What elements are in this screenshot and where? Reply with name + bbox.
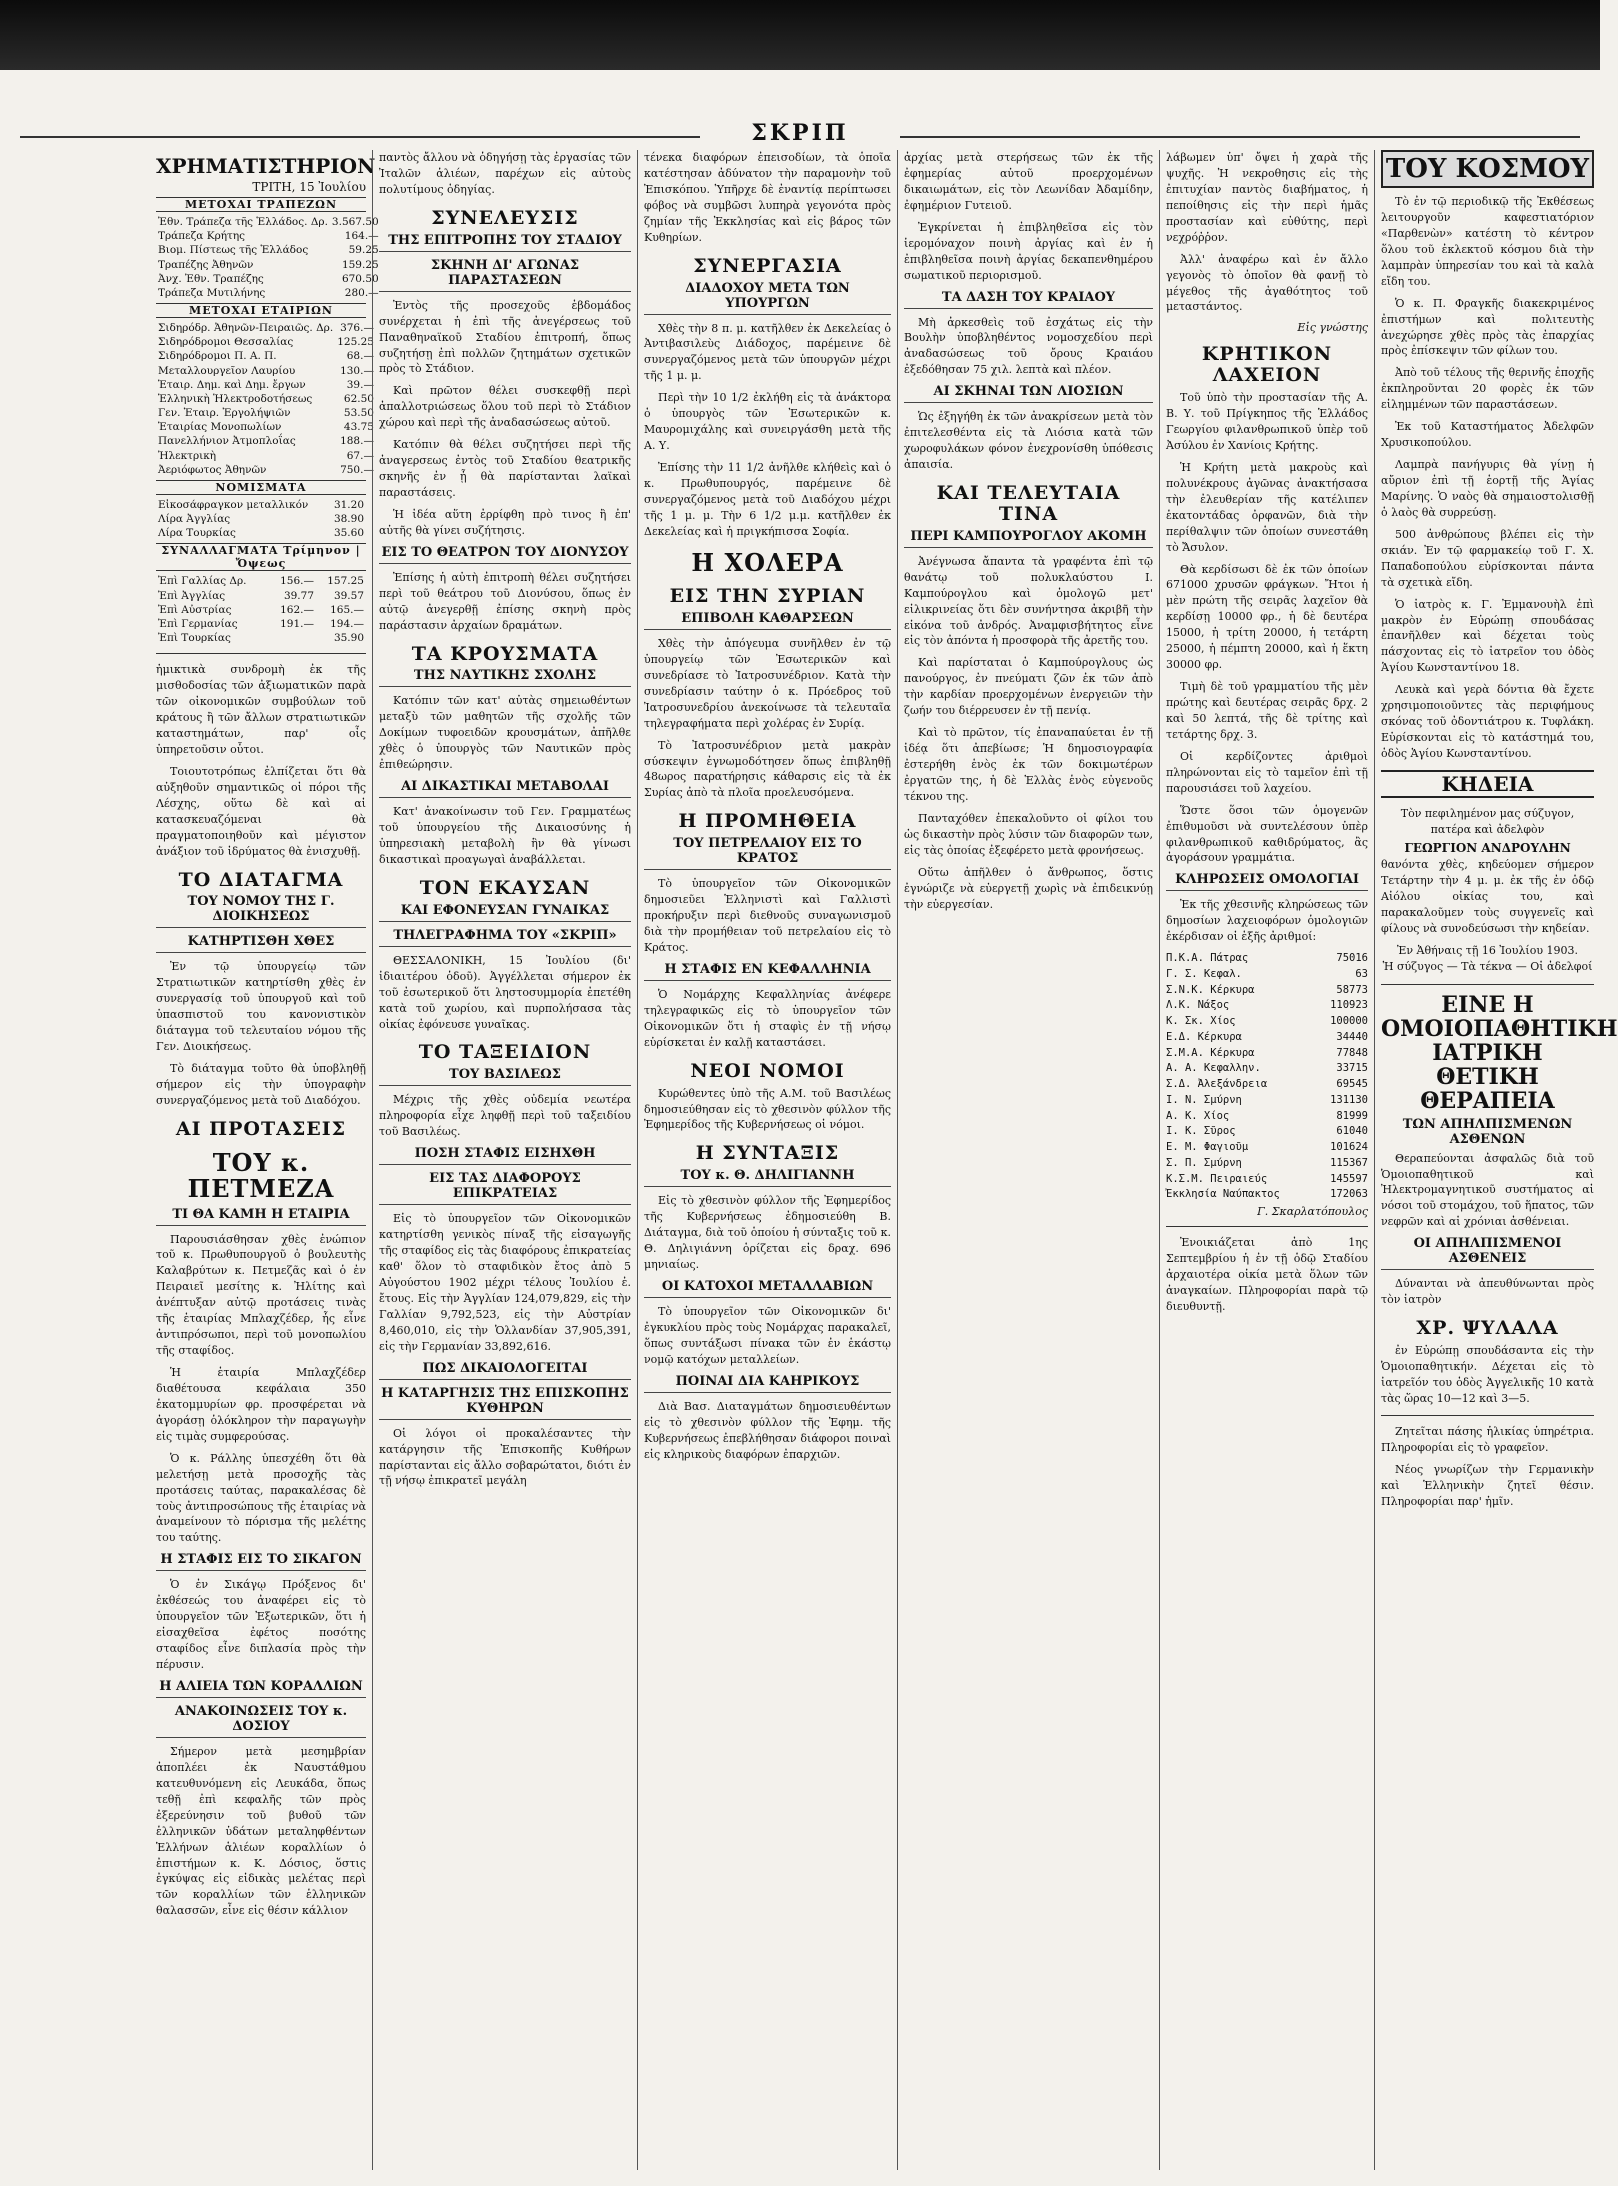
article-headline: ΚΑΙ ΤΕΛΕΥΤΑΙΑ ΤΙΝΑ bbox=[936, 482, 1121, 525]
article-text: Ἐκ τῆς χθεσινῆς κληρώσεως τῶν δημοσίων λαχειοφόρων ὁμολογιῶν ἐκέρδισαν οἱ ἑξῆς ἀριθμοί: bbox=[1166, 898, 1368, 944]
article-subhead: ΑΝΑΚΟΙΝΩΣΕΙΣ ΤΟΥ κ. ΔΟΣΙΟΥ bbox=[156, 1704, 366, 1738]
lottery-holder: Γ. Σ. Κεφαλ. bbox=[1166, 967, 1242, 980]
article-text: Καὶ πρῶτον θέλει συσκεφθῇ περὶ ἀπαλλοτριώσεως ὅλου τοῦ περὶ τὸ Στάδιον χώρου καὶ περὶ τῆς ἀναδασώσεως αὐτοῦ. bbox=[379, 384, 631, 430]
article-text: Οἱ κερδίζοντες ἀριθμοὶ πληρώνονται εἰς τὸ ταμεῖον ἐπὶ τῇ παρουσιάσει τοῦ λαχείου. bbox=[1166, 749, 1368, 795]
article-subhead: ΤΟΥ ΒΑΣΙΛΕΩΣ bbox=[379, 1067, 631, 1086]
lottery-number: 100000 bbox=[1330, 1015, 1368, 1028]
divider bbox=[1381, 1415, 1594, 1416]
lottery-row bbox=[1166, 1109, 1368, 1125]
divider bbox=[1381, 984, 1594, 985]
lottery-holder: Σ.Μ.Α. Κέρκυρα bbox=[1166, 1046, 1255, 1059]
article-subhead: ΤΟΥ ΠΕΤΡΕΛΑΙΟΥ ΕΙΣ ΤΟ ΚΡΑΤΟΣ bbox=[644, 836, 891, 870]
article-text: Ἀπὸ τοῦ τέλους τῆς θερινῆς ἐποχῆς ἐκπληροῦνται 20 φορὲς ἐκ τῶν εἰλημμένων τῶν παραστάσεων. bbox=[1381, 366, 1594, 412]
article-text: Τοῦ ὑπὸ τὴν προστασίαν τῆς Α. Β. Υ. τοῦ Πρίγκηπος τῆς Ἑλλάδος Γεωργίου φιλανθρωπικοῦ ὑπὲρ τοῦ Ἀσύλου ἐν Χανίοις Κρήτης. bbox=[1166, 391, 1368, 452]
market-title: ΧΡΗΜΑΤΙΣΤΗΡΙΟΝ bbox=[156, 154, 376, 178]
rate-name: Βιομ. Πίστεως τῆς Ἑλλάδος bbox=[158, 244, 309, 257]
fx-table bbox=[156, 574, 366, 645]
rate-row bbox=[156, 243, 381, 257]
funeral-text: Τὸν πεφιλημένον μας σύζυγον, πατέρα καὶ ἀδελφὸν bbox=[1400, 806, 1575, 837]
rate-name: Ἠλεκτρικὴ bbox=[158, 449, 217, 462]
rate-value-3m: 156.— bbox=[280, 575, 314, 588]
article-subhead: ΕΙΣ ΤΑΣ ΔΙΑΦΟΡΟΥΣ ΕΠΙΚΡΑΤΕΙΑΣ bbox=[379, 1171, 631, 1205]
lottery-holder: Ε. Μ. Φαγιοῦμ bbox=[1166, 1141, 1249, 1154]
masthead-title: ΣΚΡΙΠ bbox=[700, 120, 900, 146]
lottery-number: 110923 bbox=[1330, 999, 1368, 1012]
rate-name: Ἐπὶ Τουρκίας bbox=[158, 632, 231, 645]
article-text: Κατόπιν τῶν κατ' αὐτὰς σημειωθέντων μεταξὺ τῶν μαθητῶν τῆς σχολῆς τῶν Δοκίμων τυφοειδῶν κρουσμάτων, ἀπῆλθε χθὲς ὁ ὑπουργὸς τῶν Ναυτικῶν πρὸς ἐπιθεώρησιν. bbox=[379, 694, 631, 772]
rate-name: Τράπεζα Μυτιλήνης bbox=[158, 286, 266, 299]
article-subhead: ΤΗΛΕΓΡΑΦΗΜΑ ΤΟΥ «ΣΚΡΙΠ» bbox=[379, 928, 631, 947]
article-subhead: ΤΟΥ κ. Θ. ΔΗΛΙΓΙΑΝΝΗ bbox=[644, 1168, 891, 1187]
companies-table bbox=[156, 321, 376, 477]
lottery-number: 172063 bbox=[1330, 1188, 1368, 1201]
article-subhead: ΔΙΑΔΟΧΟΥ ΜΕΤΑ ΤΩΝ ΥΠΟΥΡΓΩΝ bbox=[644, 281, 891, 315]
masthead bbox=[0, 120, 1600, 150]
lottery-row bbox=[1166, 951, 1368, 967]
lottery-holder: Α. Κ. Χίος bbox=[1166, 1109, 1230, 1122]
article-subhead: ΤΙ ΘΑ ΚΑΜΗ Η ΕΤΑΙΡΙΑ bbox=[156, 1207, 366, 1226]
rate-value-3m: 191.— bbox=[280, 617, 314, 630]
ad-text: Δύνανται νὰ ἀπευθύνωνται πρὸς τὸν ἰατρὸν bbox=[1381, 1277, 1594, 1307]
rate-name: Σιδηρόδρομοι Θεσσαλίας bbox=[158, 336, 294, 349]
lottery-holder: Ε.Δ. Κέρκυρα bbox=[1166, 1030, 1242, 1043]
article-subhead: ΤΗΣ ΕΠΙΤΡΟΠΗΣ ΤΟΥ ΣΤΑΔΙΟΥ bbox=[379, 233, 631, 252]
column-4 bbox=[897, 150, 1159, 2170]
article-text: Οἱ λόγοι οἱ προκαλέσαντες τὴν κατάργησιν τῆς Ἐπισκοπῆς Κυθήρων παρίστανται εἰς ἄλλο σοβαρώτατοι, διότι ἐν τῇ νήσῳ ἐπικρατεῖ μεγάλη bbox=[379, 1426, 631, 1488]
article-text: Ἐπίσης τὴν 11 1/2 ἀνῆλθε κλήθεὶς καὶ ὁ κ. Πρωθυπουργός, παρέμεινε δὲ συνεργαζόμενος μετὰ τοῦ Διαδόχου μέχρι τῆς 1 μ. μ. Τὴν 6 1/2 μ.μ. κατῆλθεν ἐκ Δεκελείας καὶ ἡ πριγκήπισσα Σοφία. bbox=[644, 461, 891, 538]
article-headline: ΣΥΝΕΛΕΥΣΙΣ bbox=[431, 206, 579, 229]
rate-name: Ἑλληνικὴ Ἡλεκτροδοτήσεως bbox=[158, 392, 313, 405]
rate-row bbox=[156, 420, 376, 434]
rate-value: 59.25 bbox=[348, 244, 379, 257]
rate-value: 188.— bbox=[340, 435, 374, 448]
rate-row bbox=[156, 512, 366, 526]
lottery-row bbox=[1166, 1046, 1368, 1062]
rate-value: 35.60 bbox=[333, 527, 364, 540]
funeral-name: ΓΕΩΡΓΙΟΝ ΑΝΔΡΟΥΛΗΝ bbox=[1404, 840, 1571, 855]
rate-name: Ἐθν. Τράπεζα τῆς Ἑλλάδος. Δρ. bbox=[158, 216, 328, 228]
lottery-number: 34440 bbox=[1336, 1030, 1368, 1043]
column-1 bbox=[150, 150, 379, 2170]
rate-value: 31.20 bbox=[333, 498, 364, 511]
rate-row bbox=[156, 392, 376, 406]
lottery-number: 101624 bbox=[1330, 1141, 1368, 1154]
article-text: Τὸ ὑπουργεῖον τῶν Οἰκονομικῶν δι' ἐγκυκλίου πρὸς τοὺς Νομάρχας παρακαλεῖ, ὅπως συντάξωσι πίνακα τῶν ἐν ἑκάστῳ νομῷ κατόχων μεταλλείων. bbox=[644, 1304, 891, 1366]
article-subhead: ΑΙ ΣΚΗΝΑΙ ΤΩΝ ΛΙΟΣΙΩΝ bbox=[904, 384, 1153, 403]
article-text: Ἐκ τοῦ Καταστήματος Ἀδελφῶν Χρυσικοπούλου. bbox=[1381, 420, 1594, 450]
lottery-holder: Κ. Σκ. Χίος bbox=[1166, 1015, 1236, 1028]
rate-value: 130.— bbox=[340, 364, 374, 377]
article-headline: Η ΣΥΝΤΑΞΙΣ bbox=[695, 1142, 840, 1165]
rate-row bbox=[156, 617, 366, 631]
market-date: ΤΡΙΤΗ, 15 Ἰουλίου bbox=[252, 180, 366, 194]
banks-table bbox=[156, 215, 381, 300]
article-headline: ΑΙ ΠΡΟΤΑΣΕΙΣ bbox=[175, 1117, 347, 1140]
ad-title: ΕΙΝΕ Η ΟΜΟΙΟΠΑΘΗΤΙΚΗ ΙΑΤΡΙΚΗ ΘΕΤΙΚΗ ΘΕΡΑΠΕΙΑ bbox=[1381, 991, 1618, 1115]
article-text: Θὰ κερδίσωσι δὲ ἐκ τῶν ὁποίων 671000 χρυσῶν φράγκων. Ἤτοι ἡ μὲν πρώτη τῆς σειρᾶς λαχεῖον θὰ κερδίσῃ 10000 φρ., ἡ δὲ δευτέρα 15000, ἡ τρίτη 20000, ἡ τετάρτη 25000, ἡ πέμπτη 20000, καὶ ἡ ἕκτη 30000 φρ. bbox=[1166, 562, 1368, 672]
article-text: 500 ἀνθρώπους βλέπει εἰς τὴν σκιάν. Ἐν τῷ φαρμακείῳ τοῦ Γ. Χ. Παπαδοπούλου εὑρίσκονται πάντα τὰ σχετικὰ εἴδη. bbox=[1381, 527, 1594, 589]
article-subhead: ΤΑ ΔΑΣΗ ΤΟΥ ΚΡΑΙΑΟΥ bbox=[904, 290, 1153, 309]
article-headline: ΤΟ ΤΑΞΕΙΔΙΟΝ bbox=[418, 1041, 592, 1064]
article-subhead: ΚΑΤΗΡΤΙΣΘΗ ΧΘΕΣ bbox=[156, 934, 366, 953]
column-3 bbox=[637, 150, 897, 2170]
article-text: Χθὲς τὴν ἀπόγευμα συνῆλθεν ἐν τῷ ὑπουργείῳ τῶν Ἐσωτερικῶν καὶ συνεδρίασε τὸ Ἰατροσυνέδριον. Κατὰ τὴν συνεδρίασιν ταύτην ὁ κ. Πρόεδρος τοῦ Ἰατροσυνεδρίου ἀνεκοίνωσε τὰ τελευταῖα τηλεγραφήματα περὶ χολέρας ἐν Συρίᾳ. bbox=[644, 636, 891, 730]
rate-value: 125.25 bbox=[337, 336, 374, 349]
article-subhead: ΤΟΥ ΝΟΜΟΥ ΤΗΣ Γ. ΔΙΟΙΚΗΣΕΩΣ bbox=[156, 894, 366, 928]
rate-value: 39.— bbox=[346, 378, 374, 391]
article-text: Παρουσιάσθησαν χθὲς ἐνώπιον τοῦ κ. Πρωθυπουργοῦ ὁ βουλευτὴς Καλαβρύτων κ. Πετμεζᾶς καὶ ὁ ἐν Πειραιεῖ μεσίτης κ. Ἠλίτης καὶ ἀνέπτυξαν αὐτῷ προτάσεις τινὰς τῆς ἑταιρίας Μπλαχζέδερ, ἧς εἶνε ἀντιπρόσωποι, περὶ τοῦ μονοπωλίου τῆς σταφίδος. bbox=[156, 1232, 366, 1358]
rate-row bbox=[156, 463, 376, 477]
column-2 bbox=[372, 150, 637, 2170]
article-text: Ὡς ἐξηγήθη ἐκ τῶν ἀνακρίσεων μετὰ τὸν ἐπιτελεσθέντα εἰς τὰ Λιόσια κατὰ τῶν χωροφυλάκων φόνον ἐνεχρονίσθη ὑπόθεσις ἀπαισία. bbox=[904, 410, 1153, 472]
lottery-row bbox=[1166, 1077, 1368, 1093]
rate-value: 750.— bbox=[340, 463, 374, 476]
lottery-number: 131130 bbox=[1330, 1093, 1368, 1106]
article-subhead: Η ΣΤΑΦΙΣ ΕΙΣ ΤΟ ΣΙΚΑΓΟΝ bbox=[156, 1552, 366, 1571]
rate-row bbox=[156, 349, 376, 363]
rate-row bbox=[156, 631, 366, 645]
lottery-holder: Λ.Κ. Νάξος bbox=[1166, 999, 1230, 1012]
column-6 bbox=[1374, 150, 1618, 2170]
lottery-number: 69545 bbox=[1336, 1078, 1368, 1091]
article-text: λάβωμεν ὑπ' ὄψει ἡ χαρὰ τῆς ψυχῆς. Ἡ νεκροθησις εἰς τὴς ἐπιτυχίαν παντὸς διαβήματος, ἡ πεποίθησις εἰς τὴν περὶ ἡμᾶς προστασίαν καὶ εὐθύτης, περὶ νεχρόῤῥον. bbox=[1166, 151, 1368, 244]
article-text: Πανταχόθεν ἐπεκαλοῦντο οἱ φίλοι του ὡς δικαστὴν πρὸς λύσιν τῶν διαφορῶν των, εἰς τὰς ὁποίας ἐξεφέρετο μετὰ φρονήσεως. bbox=[904, 811, 1153, 857]
article-subhead: Η ΚΑΤΑΡΓΗΣΙΣ ΤΗΣ ΕΠΙΣΚΟΠΗΣ ΚΥΘΗΡΩΝ bbox=[379, 1386, 631, 1420]
article-subhead: ΠΕΡΙ ΚΑΜΠΟΥΡΟΓΛΟΥ ΑΚΟΜΗ bbox=[904, 529, 1153, 548]
article-subhead: ΠΟΣΗ ΣΤΑΦΙΣ ΕΙΣΗΧΘΗ bbox=[379, 1146, 631, 1165]
article-text: ἡμικτικὰ συνδρομὴ ἐκ τῆς μισθοδοσίας τῶν ἀξιωματικῶν παρὰ τῶν οἰκονομικῶν συμβούλων τοῦ κράτους ἢ τῶν ἄλλων στρατιωτικῶν καταστημάτων, παρ' οἷς ὑπηρετοῦσιν οὗτοι. bbox=[156, 663, 366, 756]
lottery-row bbox=[1166, 967, 1368, 983]
rate-row bbox=[156, 589, 366, 603]
coins-title: ΝΟΜΙΣΜΑΤΑ bbox=[156, 480, 366, 495]
lottery-row bbox=[1166, 998, 1368, 1014]
rate-name: Ἀνχ. Ἐθν. Τραπέζης bbox=[158, 272, 264, 285]
lottery-number: 81999 bbox=[1336, 1109, 1368, 1122]
column-5 bbox=[1159, 150, 1374, 2170]
rate-row bbox=[156, 258, 381, 272]
rate-row bbox=[156, 574, 366, 588]
lottery-row bbox=[1166, 983, 1368, 999]
ad-text: Θεραπεύονται ἀσφαλῶς διὰ τοῦ Ὁμοιοπαθητικοῦ καὶ Ἠλεκτρομαγνητικοῦ συστήματος αἱ νόσοι τοῦ στομάχου, τοῦ ἥπατος, τῶν νεφρῶν καὶ αἱ χρόνιαι ἀσθένειαι. bbox=[1381, 1151, 1594, 1229]
section-banner: ΤΟΥ ΚΟΣΜΟΥ bbox=[1381, 150, 1594, 188]
rate-value-3m: 39.77 bbox=[283, 589, 314, 602]
lottery-holder: Α. Α. Κεφαλλην. bbox=[1166, 1062, 1261, 1075]
ad-doctor-name: ΧΡ. ΨΥΛΑΛΑ bbox=[1416, 1317, 1559, 1340]
article-subhead: ΣΚΗΝΗ ΔΙ' ΑΓΩΝΑΣ ΠΑΡΑΣΤΑΣΕΩΝ bbox=[379, 258, 631, 292]
lottery-holder: Ι. Κ. Σῦρος bbox=[1166, 1125, 1236, 1138]
rate-row bbox=[156, 526, 366, 540]
rate-value: 157.25 bbox=[327, 575, 364, 588]
lottery-holder: Σ.Ν.Κ. Κέρκυρα bbox=[1166, 983, 1255, 996]
lottery-row bbox=[1166, 1061, 1368, 1077]
article-text: Χθὲς τὴν 8 π. μ. κατῆλθεν ἐκ Δεκελείας ὁ Ἀντιβασιλεὺς Διάδοχος, παρέμεινε δὲ συνεργαζόμενος μετὰ τῶν ὑπουργῶν μέχρι τῆς 1 μ. μ. bbox=[644, 321, 891, 383]
lottery-row bbox=[1166, 1014, 1368, 1030]
rate-name: Γεν. Ἑταιρ. Ἐργολήψιῶν bbox=[158, 407, 291, 420]
article-subhead: ΚΑΙ ΕΦΟΝΕΥΣΑΝ ΓΥΝΑΙΚΑΣ bbox=[379, 903, 631, 922]
article-headline: ΝΕΟΙ ΝΟΜΟΙ bbox=[690, 1059, 845, 1082]
rate-name: Πανελλήνιον Ἀτμοπλοΐας bbox=[158, 435, 296, 448]
classified-ad: Νέος γνωρίζων τὴν Γερμανικὴν καὶ Ἑλληνικὴν ζητεῖ θέσιν. Πληροφορίαι παρ' ἡμῖν. bbox=[1381, 1462, 1594, 1508]
rate-value: 165.— bbox=[330, 603, 364, 616]
article-text: Ἐν τῷ ὑπουργείῳ τῶν Στρατιωτικῶν κατηρτίσθη χθὲς ἐν συνεργασίᾳ τοῦ ὑπουργοῦ καὶ τοῦ ὑπασπιστοῦ του κανονιστικὸν διάταγμα τοῦ τελευταίου νόμου τῆς Γεν. Διοικήσεως. bbox=[156, 960, 366, 1054]
article-text: Ἡ ἰδέα αὕτη ἐρρίφθη πρὸ τινος ἢ ἐπ' αὐτῆς θὰ γίνει συζήτησις. bbox=[379, 507, 631, 537]
rate-name: Ἐπὶ Αὐστρίας bbox=[158, 603, 232, 616]
article-text: Ἐγκρίνεται ἡ ἐπιβληθεῖσα εἰς τὸν ἱερομόναχον ποινὴ ἀργίας καὶ ἐν ἡ ἐπιβληθεῖσα ποινὴ ἀργίας δεκαπενθημέρου σωματικοῦ περιορισμοῦ. bbox=[904, 220, 1153, 282]
article-subhead: ΟΙ ΚΑΤΟΧΟΙ ΜΕΤΑΛΛΑΒΙΩΝ bbox=[644, 1279, 891, 1298]
rate-value: 67.— bbox=[346, 449, 374, 462]
funeral-notice-title: ΚΗΔΕΙΑ bbox=[1381, 770, 1594, 798]
lottery-list bbox=[1166, 951, 1368, 1203]
article-text: Ὁ κ. Ράλλης ὑπεσχέθη ὅτι θὰ μελετήσῃ μετὰ προσοχῆς τὰς προτάσεις ταύτας, παρακαλέσας δὲ τοὺς ἀντιπροσώπους τῆς ἑταιρίας νὰ ἀναμείνουν τὸ πόρισμα τῆς μελέτης του ταύτης. bbox=[156, 1451, 366, 1545]
rate-row bbox=[156, 321, 376, 335]
rate-name: Ἐπὶ Γερμανίας bbox=[158, 617, 238, 630]
rate-value: 280.— bbox=[344, 286, 379, 299]
rate-row bbox=[156, 215, 381, 229]
lottery-holder: Κ.Σ.Μ. Πειραιεύς bbox=[1166, 1172, 1268, 1185]
lottery-number: 115367 bbox=[1330, 1156, 1368, 1169]
article-headline: ΤΟΝ ΕΚΑΥΣΑΝ bbox=[419, 876, 591, 899]
lottery-holder: Ἐκκλησία Ναύπακτος bbox=[1166, 1188, 1280, 1201]
rate-value: 62.50 bbox=[343, 392, 374, 405]
article-subhead: Η ΑΛΙΕΙΑ ΤΩΝ ΚΟΡΑΛΛΙΩΝ bbox=[156, 1679, 366, 1698]
rate-value: 68.— bbox=[346, 350, 374, 363]
article-headline: ΚΡΗΤΙΚΟΝ ΛΑΧΕΙΟΝ bbox=[1201, 343, 1333, 387]
lottery-number: 145597 bbox=[1330, 1172, 1368, 1185]
lottery-number: 77848 bbox=[1336, 1046, 1368, 1059]
lottery-row bbox=[1166, 1093, 1368, 1109]
article-text: Τὸ ἐν τῷ περιοδικῷ τῆς Ἐκθέσεως λειτουργοῦν καφεστιατόριον «Παρθενὼν» κατέστη τὸ κέντρον ὅλου τοῦ ἐκλεκτοῦ κόσμου διὰ τὴν λαμπρὰν ὑπηρεσίαν του καὶ τὰ καλὰ εἴδη του. bbox=[1381, 195, 1594, 288]
article-text: Σήμερον μετὰ μεσημβρίαν ἀποπλέει ἐκ Ναυστάθμου κατευθυνόμενη εἰς Λευκάδα, ὅπως τεθῇ ἐπὶ κεφαλῆς τῶν πρὸς ἐξερεύνησιν τοῦ βυθοῦ τῶν ἑλληνικῶν ὑδάτων μεταληφθέντων Ἑλλήνων ἁλιέων κοραλλίων ὁ ἐπιστήμων κ. Κ. Δόσιος, ὅστις ἐγκύψας εἰς εἰδικὰς μελέτας περὶ τῶν κοραλλίων τῶν ἑλληνικῶν θαλασσῶν, εἶνε εἰς θέσιν κάλλιον bbox=[156, 1744, 366, 1918]
article-subhead: ΕΙΣ ΤΟ ΘΕΑΤΡΟΝ ΤΟΥ ΔΙΟΝΥΣΟΥ bbox=[379, 545, 631, 564]
ad-text: ἐν Εὐρώπῃ σπουδάσαντα εἰς τὴν Ὁμοιοπαθητικήν. Δέχεται εἰς τὸ ἰατρεῖόν του ὁδὸς Ἀγγελικῆς 10 κατὰ τὰς ὥρας 10—12 καὶ 3—5. bbox=[1381, 1344, 1594, 1405]
rate-name: Ἑταιρίας Μονοπωλίων bbox=[158, 421, 282, 434]
article-text: τένεκα διαφόρων ἐπεισοδίων, τὰ ὁποῖα κατέστησαν ἀδύνατον τὴν παραμονὴν τοῦ Ἐπισκόπου. Ὑπῆρχε δὲ ἐναντίᾳ περίπτωσει φόβος νὰ συμβῶσι λυπηρὰ γεγονότα πρὸς ζημίαν τῆς Ἐκκλησίας καὶ εἰς βάρος τῶν Κυθηρίων. bbox=[644, 151, 891, 244]
article-text: Τοιουτοτρόπως ἐλπίζεται ὅτι θὰ αὐξηθοῦν σημαντικῶς οἱ πόροι τῆς Λέσχης, οὕτω δὲ καὶ αἱ κατασκευαζόμεναι θὰ πραγματοποιηθοῦν καὶ μέγιστον ἀνάξιον τοῦ ἱδρύματος θὰ ἐνισχυθῇ. bbox=[156, 764, 366, 858]
article-text: Διὰ Βασ. Διαταγμάτων δημοσιευθέντων εἰς τὸ χθεσινὸν φύλλον τῆς Ἐφημ. τῆς Κυβερνήσεως ἐπεβλήθησαν διάφοροι ποιναὶ εἰς κληρικοὺς διαφόρων ἐπαρχιῶν. bbox=[644, 1399, 891, 1461]
rate-value-3m: 162.— bbox=[280, 603, 314, 616]
funeral-date: Ἐν Ἀθήναις τῇ 16 Ἰουλίου 1903. bbox=[1396, 943, 1579, 957]
lottery-row bbox=[1166, 1140, 1368, 1156]
article-text: Καὶ τὸ πρῶτον, τίς ἐπαναπαύεται ἐν τῇ ἰδέᾳ ὅτι ἀπεβίωσε; Ἡ δημοσιογραφία ἐστερήθη ἑνὸς ἐκ τῶν δοκιμωτέρων ἐργατῶν της, ἡ δὲ Ἑλλὰς ἑνὸς εὐγενοῦς τέκνου της. bbox=[904, 726, 1153, 803]
rate-value: 3.567.50 bbox=[331, 216, 379, 228]
article-text: Μὴ ἀρκεσθεὶς τοῦ ἐσχάτως εἰς τὴν Βουλὴν ὑποβληθέντος νομοσχεδίου περὶ ἀναδασώσεως τοῦ ὄρους Κραιάου ἐξεδόθησαν 75 χιλ. λεπτὰ καὶ πλέον. bbox=[904, 315, 1153, 377]
lottery-holder: Σ.Δ. Ἀλεξάνδρεια bbox=[1166, 1078, 1268, 1091]
lottery-row bbox=[1166, 1124, 1368, 1140]
article-subhead: ΠΟΙΝΑΙ ΔΙΑ ΚΑΗΡΙΚΟΥΣ bbox=[644, 1374, 891, 1393]
rate-name: Σιδηρόδρ. Ἀθηνῶν-Πειραιῶς. Δρ. bbox=[158, 322, 334, 335]
article-text: Λαμπρὰ πανήγυρις θὰ γίνῃ ἡ αὔριον ἐπὶ τῇ ἑορτῇ τῆς Ἁγίας Μαρίνης. Ὁ ναὸς θὰ σημαιοστολισθῇ ὁ λαὸς θὰ συρρεύσῃ. bbox=[1381, 458, 1594, 519]
article-subhead: ΤΗΣ ΝΑΥΤΙΚΗΣ ΣΧΟΛΗΣ bbox=[379, 668, 631, 687]
article-headline: ΣΥΝΕΡΓΑΣΙΑ bbox=[693, 254, 842, 277]
rate-name: Μεταλλουργεῖον Λαυρίου bbox=[158, 364, 296, 377]
lottery-holder: Π.Κ.Α. Πάτρας bbox=[1166, 952, 1249, 965]
banks-title: ΜΕΤΟΧΑΙ ΤΡΑΠΕΖΩΝ bbox=[156, 197, 366, 212]
funeral-text: θανόντα χθὲς, κηδεύομεν σήμερον Τετάρτην τὴν 4 μ. μ. ἐκ τῆς ἐν ὁδῷ Αἰόλου οἰκίας του, καὶ παρακαλοῦμεν τοὺς συγγενεῖς καὶ φίλους νὰ συνοδεύσωσι τὴν κηδείαν. bbox=[1381, 857, 1594, 935]
rate-name: Τραπέζης Ἀθηνῶν bbox=[158, 258, 254, 271]
rate-value: 53.50 bbox=[343, 407, 374, 420]
lottery-number: 75016 bbox=[1336, 952, 1368, 965]
rate-name: Ἀεριόφωτος Ἀθηνῶν bbox=[158, 463, 267, 476]
lottery-number: 63 bbox=[1355, 967, 1368, 980]
article-text: Οὕτω ἀπῆλθεν ὁ ἄνθρωπος, ὅστις ἐγνώριζε νὰ εὐεργετῇ χωρὶς νὰ ἐπιδεικνύῃ τὴν εὐεργεσίαν. bbox=[904, 865, 1153, 911]
rate-value: 194.— bbox=[330, 617, 364, 630]
scan-border bbox=[0, 0, 1600, 70]
rate-row bbox=[156, 364, 376, 378]
rate-value: 164.— bbox=[344, 230, 379, 243]
article-headline: Η ΠΡΟΜΗΘΕΙΑ bbox=[678, 810, 857, 833]
rate-row bbox=[156, 335, 376, 349]
rate-row bbox=[156, 286, 381, 300]
article-text: Εἰς τὸ ὑπουργεῖον τῶν Οἰκονομικῶν κατηρτίσθη γενικὸς πίναξ τῆς εἰσαγωγῆς τῆς σταφίδος εἰς τὰς διαφόρους ἐπικρατείας καθ' ὅλον τὸ σταφιδικὸν ἔτος ἀπὸ 5 Αὐγούστου 1902 μέχρι τέλους Ἰουλίου ἐ. ἔτους. Εἰς τὴν Ἀγγλίαν 124,079,829, εἰς τὴν Γαλλίαν 9,792,523, εἰς τὴν Αὐστρίαν 8,460,010, εἰς τὴν Ὁλλανδίαν 37,905,391, εἰς τὴν Γερμανίαν 33,892,616. bbox=[379, 1212, 631, 1353]
article-text: Καὶ παρίσταται ὁ Καμπούρογλους ὡς πανούργος, ἐν πνεύματι ζῶν ἐκ τῶν ἀπὸ τὴν καρδίαν προερχομένων ἐνεργειῶν τὴν ζωήν του διέρρευσεν ἐν τῇ πενίᾳ. bbox=[904, 656, 1153, 718]
article-text: Ἀνέγνωσα ἄπαντα τὰ γραφέντα ἐπὶ τῷ θανάτῳ τοῦ πολυκλαύστου Ι. Καμπούρογλου καὶ ὁμολογῶ μετ' εἰλικρινείας ὅτι δὲν συνήντησα ἀκριβῆ τὴν εἰκόνα τοῦ ἀνδρός. Ἀναμφισβήτητος εἶνε εἰς τὸν ἀπόντα ἡ προσφορὰ τῆς ἀρετῆς του. bbox=[904, 554, 1153, 648]
article-text: Λευκὰ καὶ γερὰ δόντια θὰ ἔχετε χρησιμοποιοῦντες τὰς περιφήμους σκόνας τοῦ ὀδοντιάτρου κ. Τυφλάκη. Εὑρίσκονται εἰς τὸ κατάστημά του, ὁδὸς Ἁγίου Κωνσταντίνου. bbox=[1381, 683, 1594, 760]
article-text: ἀρχίας μετὰ στερήσεως τῶν ἐκ τῆς ἐφημερίας αὐτοῦ προερχομένων δικαιωμάτων, εἰς τὸν Λεωνίδαν Ἀδαμίδην, ἐφημέριον Γυτειοῦ. bbox=[904, 151, 1153, 212]
article-signature: Εἰς γνώστης bbox=[1297, 321, 1368, 335]
article-text: Τὸ διάταγμα τοῦτο θὰ ὑποβληθῇ σήμερον εἰς τὴν ὑπογραφὴν συνεργαζόμενος μετὰ τοῦ Διαδόχου. bbox=[156, 1062, 366, 1107]
funeral-notice bbox=[1381, 806, 1594, 976]
rate-value: 39.57 bbox=[333, 589, 364, 602]
rate-name: Ἐπὶ Ἀγγλίας bbox=[158, 589, 226, 602]
article-text: Ἡ Κρήτη μετὰ μακροὺς καὶ πολυνέκρους ἀγῶνας ἀνακτήσασα τὴν ἐλευθερίαν τῆς κατέλιπεν ἑκατοντάδας ὀρφανῶν, διὰ τὴν περίθαλψιν τῶν ὁποίων συνεστάθη τὸ Ἄσυλον. bbox=[1166, 460, 1368, 554]
article-text: Τὸ ὑπουργεῖον τῶν Οἰκονομικῶν δημοσιεῦει Ἑλληνιστὶ καὶ Γαλλιστὶ προκήρυξιν περὶ διεθνοῦς συναγωνισμοῦ διὰ τὴν προμήθειαν τοῦ πετρελαίου εἰς τὸ Κράτος. bbox=[644, 877, 891, 954]
funeral-signature: Ἡ σύζυγος — Τὰ τέκνα — Οἱ ἀδελφοί bbox=[1382, 960, 1593, 974]
rate-value: 376.— bbox=[340, 322, 374, 335]
rate-value: 43.75 bbox=[343, 421, 374, 434]
rate-name: Τράπεζα Κρήτης bbox=[158, 230, 246, 243]
rate-name: Ἐπὶ Γαλλίας Δρ. bbox=[158, 575, 247, 588]
fx-title: ΣΥΝΑΛΛΑΓΜΑΤΑ Τρίμηνον | Ὄψεως bbox=[156, 543, 366, 571]
rate-row bbox=[156, 229, 381, 243]
classified-ad: Ἐνοικιάζεται ἀπὸ 1ης Σεπτεμβρίου ἡ ἐν τῇ ὁδῷ Σταδίου ἀρχαιοτέρα οἰκία μετὰ ὅλων τῶν ἀναγκαίων. Πληροφορίαι παρὰ τῷ διευθυντῇ. bbox=[1166, 1236, 1368, 1313]
article-text: Ἀλλ' ἀναφέρω καὶ ἐν ἄλλο γεγονὸς τὸ ὁποῖον θὰ φανῇ τὸ μέγεθος τῆς ἀγαθότητος τοῦ μεταστάντος. bbox=[1166, 252, 1368, 314]
rate-row bbox=[156, 272, 381, 286]
rate-row bbox=[156, 603, 366, 617]
divider bbox=[1166, 1226, 1368, 1227]
article-text: Ὁ ἰατρὸς κ. Γ. Ἐμμανουὴλ ἐπὶ μακρὸν ἐν Εὐρώπῃ σπουδάσας ἐπανῆλθεν καὶ δέχεται τοὺς πάσχοντας εἰς τὸ ἰατρεῖον του ὁδὸς Ἁγίου Κωνσταντίνου 18. bbox=[1381, 597, 1594, 675]
article-headline: ΤΟΥ κ. ΠΕΤΜΕΖΑ bbox=[187, 1147, 335, 1204]
article-text: Τιμὴ δὲ τοῦ γραμματίου τῆς μὲν πρώτης καὶ δευτέρας σειρᾶς δρχ. 2 καὶ 50 λεπτά, τῆς δὲ τρίτης καὶ τετάρτης δρχ. 3. bbox=[1166, 680, 1368, 741]
article-headline: ΤΑ ΚΡΟΥΣΜΑΤΑ bbox=[411, 642, 599, 665]
article-headline: ΤΟ ΔΙΑΤΑΓΜΑ bbox=[178, 868, 344, 891]
article-text: ΘΕΣΣΑΛΟΝΙΚΗ, 15 Ἰουλίου (δι' ἰδιαιτέρου ὁδοῦ). Ἀγγέλλεται σήμερον ἐκ τοῦ ἐσωτερικοῦ ὅτι ληστοσυμμορία ἐπετέθη κατὰ τοῦ χωρίου, καὶ πυρπολήσασα τὰς οἰκίας ἐφόνευσε γυναῖκας. bbox=[379, 953, 631, 1031]
article-text: Ὥστε ὅσοι τῶν ὁμογενῶν ἐπιθυμοῦσι νὰ συντελέσουν ὑπὲρ φιλανθρωπικοῦ καθιδρύματος, ἂς ἀγοράσουν γραμμάτια. bbox=[1166, 803, 1368, 865]
rate-row bbox=[156, 498, 366, 512]
article-text: Εἰς τὸ χθεσινὸν φύλλον τῆς Ἐφημερίδος τῆς Κυβερνήσεως ἐδημοσιεύθη Β. Διάταγμα, διὰ τοῦ ὁποίου ἡ σύνταξις τοῦ κ. Θ. Δηλιγιάννη ὁρίζεται εἰς δραχ. 696 μηνιαίως. bbox=[644, 1194, 891, 1272]
article-subhead: ΚΛΗΡΩΣΕΙΣ ΟΜΟΛΟΓΙΑΙ bbox=[1166, 872, 1368, 891]
classified-ad: Ζητεῖται πάσης ἡλικίας ὑπηρέτρια. Πληροφορίαι εἰς τὸ γραφεῖον. bbox=[1381, 1424, 1594, 1454]
rate-row bbox=[156, 406, 376, 420]
article-text: Ἐντὸς τῆς προσεχοῦς ἑβδομάδος συνέρχεται ἡ ἐπὶ τῆς ἀνεγέρσεως τοῦ Παναθηναϊκοῦ Σταδίου ἐπιτροπή, ὅπως συζητήσῃ ἐπὶ πολλῶν ζητημάτων σχετικῶν πρὸς τὸ Στάδιον. bbox=[379, 298, 631, 376]
article-subhead: Η ΣΤΑΦΙΣ ΕΝ ΚΕΦΑΛΛΗΝΙΑ bbox=[644, 962, 891, 981]
article-text: Ἐπίσης ἡ αὐτὴ ἐπιτροπὴ θέλει συζητήσει περὶ τοῦ θεάτρου τοῦ Διονύσου, ὅπως ἐν αὐτῷ ἀνεγερθῇ ἐπίσης σκηνὴ πρὸς παράστασιν ἀρχαίων δραμάτων. bbox=[379, 570, 631, 632]
lottery-row bbox=[1166, 1172, 1368, 1188]
article-text: Περὶ τὴν 10 1/2 ἐκλήθη εἰς τὰ ἀνάκτορα ὁ ὑπουργὸς τῶν Ἐσωτερικῶν κ. Μαυρομιχάλης καὶ συνειργάσθη μετὰ τῆς Α. Υ. bbox=[644, 391, 891, 453]
rate-value: 35.90 bbox=[333, 632, 364, 645]
rate-name: Ἑταιρ. Δημ. καὶ Δημ. ἔργων bbox=[158, 378, 306, 391]
coins-table bbox=[156, 498, 366, 541]
companies-title: ΜΕΤΟΧΑΙ ΕΤΑΙΡΙΩΝ bbox=[156, 303, 366, 318]
lottery-row bbox=[1166, 1030, 1368, 1046]
article-subhead: ΠΩΣ ΔΙΚΑΙΟΛΟΓΕΙΤΑΙ bbox=[379, 1361, 631, 1380]
article-text: Ὁ ἐν Σικάγῳ Πρόξενος δι' ἐκθέσεώς του ἀναφέρει εἰς τὸ ὑπουργεῖον τῶν Ἐξωτερικῶν, ὅτι ἡ εἰσαχθεῖσα ἐφέτος ποσότης σταφίδος εἶνε διπλασία πρὸς τὴν πέρυσιν. bbox=[156, 1578, 366, 1672]
article-headline: ΕΙΣ ΤΗΝ ΣΥΡΙΑΝ bbox=[669, 585, 866, 608]
rate-value: 159.25 bbox=[341, 258, 379, 271]
article-signature: Γ. Σκαρλατόπουλος bbox=[1257, 1205, 1368, 1219]
lottery-number: 58773 bbox=[1336, 983, 1368, 996]
rate-row bbox=[156, 378, 376, 392]
article-text: παντὸς ἄλλου νὰ ὁδηγήσῃ τὰς ἐργασίας τῶν Ἰταλῶν ἁλιέων, παρέχων εἰς αὐτοὺς πολυτίμους ὁδηγίας. bbox=[379, 151, 631, 196]
article-text: Μέχρις τῆς χθὲς οὐδεμία νεωτέρα πληροφορία εἶχε ληφθῇ περὶ τοῦ ταξειδίου τοῦ Βασιλέως. bbox=[379, 1093, 631, 1139]
article-text: Κατόπιν θὰ θέλει συζητήσει περὶ τῆς ἀναγερσεως ἐντὸς τοῦ Σταδίου θεατρικῆς σκηνῆς ἐν ᾗ θὰ παρίστανται λαϊκαὶ παραστάσεις. bbox=[379, 438, 631, 500]
article-headline: Η ΧΟΛΕΡΑ bbox=[691, 547, 844, 577]
ad-subtitle: ΤΩΝ ΑΠΗΛΠΙΣΜΕΝΩΝ ΑΣΘΕΝΩΝ bbox=[1402, 1116, 1573, 1147]
rate-value: 670.50 bbox=[341, 272, 379, 285]
lottery-number: 33715 bbox=[1336, 1062, 1368, 1075]
article-text: Κυρώθεντες ὑπὸ τῆς Α.Μ. τοῦ Βασιλέως δημοσιεύθησαν εἰς τὸ χθεσινὸν φύλλον τῆς Ἐφημερίδος τῆς Κυβερνήσεως οἱ νόμοι. bbox=[644, 1086, 891, 1132]
divider bbox=[156, 653, 366, 654]
article-subhead: ΕΠΙΒΟΛΗ ΚΑΘΑΡΣΕΩΝ bbox=[644, 611, 891, 630]
rate-name: Λίρα Ἀγγλίας bbox=[158, 513, 231, 526]
lottery-row bbox=[1166, 1187, 1368, 1203]
lottery-number: 61040 bbox=[1336, 1125, 1368, 1138]
rate-name: Εἰκοσάφραγκον μεταλλικόν bbox=[158, 498, 309, 511]
article-text: Κατ' ἀνακοίνωσιν τοῦ Γεν. Γραμματέως τοῦ ὑπουργείου τῆς Δικαιοσύνης ἡ ὑπηρεσιακὴ μεταβολὴ ἣν θὰ γίνωσι δικαστικαὶ προαγωγαὶ ἀναβάλλεται. bbox=[379, 805, 631, 866]
rate-row bbox=[156, 449, 376, 463]
rate-value: 38.90 bbox=[333, 513, 364, 526]
article-text: Ὁ κ. Π. Φραγκῆς διακεκριμένος ἐπιστήμων καὶ πολιτευτὴς ἀνεχώρησε χθὲς πρὸς τὰς ἐπαρχίας πρὸς ἐπίσκεψιν τῶν φίλων του. bbox=[1381, 296, 1594, 358]
rate-row bbox=[156, 434, 376, 448]
rate-value-3m bbox=[270, 631, 316, 645]
lottery-row bbox=[1166, 1156, 1368, 1172]
lottery-holder: Σ. Π. Σμύρνη bbox=[1166, 1156, 1242, 1169]
lottery-holder: Ι. Ν. Σμύρνη bbox=[1166, 1093, 1242, 1106]
article-subhead: ΑΙ ΔΙΚΑΣΤΙΚΑΙ ΜΕΤΑΒΟΛΑΙ bbox=[379, 779, 631, 798]
rate-name: Λίρα Τουρκίας bbox=[158, 527, 236, 540]
article-text: Τὸ Ἰατροσυνέδριον μετὰ μακρὰν σύσκεψιν ἐγνωμοδότησεν ὅπως ἐπιβληθῇ 48ωρος παρατήρησις κάθαρσις εἰς τὰ ἐκ Συρίας ἀπὸ τὰ πλοῖα προελευσόμενα. bbox=[644, 738, 891, 800]
ad-subtitle: ΟΙ ΑΠΗΛΠΙΣΜΕΝΟΙ ΑΣΘΕΝΕΙΣ bbox=[1381, 1236, 1594, 1270]
article-text: Ἡ ἑταιρία Μπλαχζέδερ διαθέτουσα κεφάλαια 350 ἑκατομμυρίων φρ. προσφέρεται νὰ ἀγοράσῃ ὁλόκληρον τὴν παραγωγὴν εἰς τιμὰς συμφερούσας. bbox=[156, 1366, 366, 1443]
rate-name: Σιδηρόδρομοι Π. Α. Π. bbox=[158, 350, 277, 363]
article-text: Ὁ Νομάρχης Κεφαλληνίας ἀνέφερε τηλεγραφικῶς εἰς τὸ ὑπουργεῖον τῶν Οἰκονομικῶν ὅτι ἡ σταφὶς ἐν τῇ νήσῳ εὑρίσκεται ἐν καλῇ καταστάσει. bbox=[644, 987, 891, 1049]
